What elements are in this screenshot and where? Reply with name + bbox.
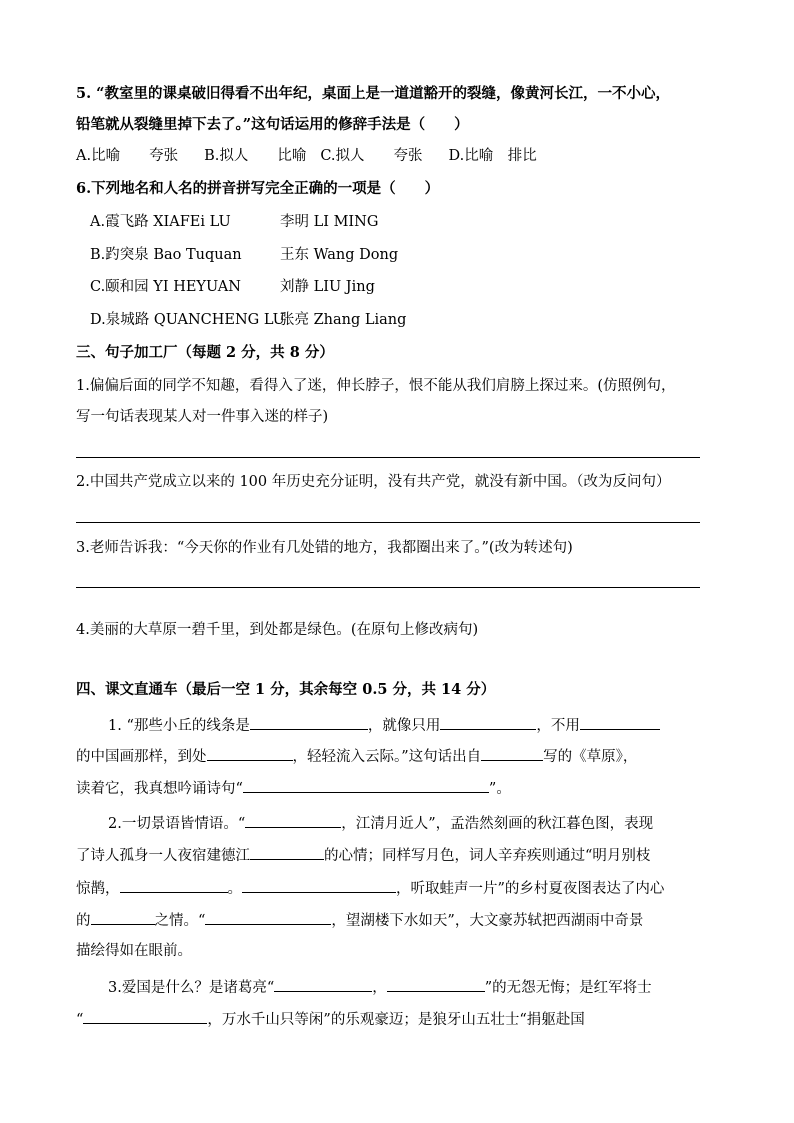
q6-option-b <box>90 245 398 265</box>
text: ，江清月近人”，孟浩然刻画的秋江暮色图，表现 <box>341 816 654 832</box>
text: ”。 <box>488 781 511 797</box>
q6-option-c <box>90 277 375 297</box>
text: ，轻轻流入云际。”这句话出自 <box>292 749 482 765</box>
q6-option-b-person: 王东 Wang Dong <box>280 247 399 263</box>
q6-option-c-place: C.颐和园 YI HEYUAN <box>90 279 241 295</box>
q6-option-d-place: D.泉城路 QUANCHENG LU <box>90 312 285 328</box>
text: ，听取蛙声一片”的乡村夏夜图表达了内心 <box>396 881 665 897</box>
fill-blank[interactable] <box>245 812 341 828</box>
fill-blank[interactable] <box>580 714 660 730</box>
fill-blank[interactable] <box>91 909 155 925</box>
q5-option-c: C.拟人 夸张 <box>320 148 423 164</box>
q6-option-d <box>90 310 406 330</box>
q6-option-a-person: 李明 LI MING <box>280 214 379 230</box>
q5-options <box>76 146 537 166</box>
section4-title: 四、课文直通车（最后一空 1 分，其余每空 0.5 分，共 14 分） <box>76 681 496 698</box>
text: 的 <box>76 913 91 929</box>
sec3-q1-answer-line[interactable] <box>76 457 700 458</box>
sec3-q4: 4.美丽的大草原一碧千里，到处都是绿色。(在原句上修改病句) <box>76 622 479 638</box>
fill-blank[interactable] <box>207 745 293 761</box>
sec4-p1-line3 <box>76 777 511 799</box>
sec3-q2: 2.中国共产党成立以来的 100 年历史充分证明，没有共产党，就没有新中国。（改为反问句） <box>76 474 671 490</box>
sec3-q1-line2: 写一句话表现某人对一件事入迷的样子) <box>76 409 329 425</box>
fill-blank[interactable] <box>387 976 485 992</box>
sec3-q3-answer-line[interactable] <box>76 587 700 588</box>
fill-blank[interactable] <box>250 714 368 730</box>
q5-stem-line1: 5. “教室里的课桌破旧得看不出年纪，桌面上是一道道豁开的裂缝，像黄河长江，一不小心， <box>76 85 671 102</box>
text: 了诗人孤身一人夜宿建德江 <box>76 848 250 864</box>
text: ，不用 <box>536 718 580 734</box>
text: 之情。“ <box>154 913 206 929</box>
q6-option-d-person: 张亮 Zhang Liang <box>280 312 407 328</box>
fill-blank[interactable] <box>120 877 228 893</box>
fill-blank[interactable] <box>243 777 489 793</box>
q5-stem-line2: 铅笔就从裂缝里掉下去了。”这句话运用的修辞手法是（ ） <box>76 116 469 133</box>
text: “ <box>76 1012 84 1028</box>
sec3-q1-line1: 1.偏偏后面的同学不知趣，看得入了迷，伸长脖子，恨不能从我们肩膀上探过来。(仿照例句， <box>76 378 676 394</box>
text: 3.爱国是什么？是诸葛亮“ <box>108 980 275 996</box>
fill-blank[interactable] <box>242 877 396 893</box>
fill-blank[interactable] <box>274 976 372 992</box>
text: 读着它，我真想吟诵诗句“ <box>76 781 243 797</box>
text: ，望湖楼下水如天”，大文豪苏轼把西湖雨中奇景 <box>331 913 644 929</box>
sec4-p2-line2 <box>76 844 650 866</box>
text: ， <box>372 980 387 996</box>
text: 的心情；同样写月色，词人辛弃疾则通过“明月别枝 <box>324 848 651 864</box>
sec4-p1-line1 <box>108 714 660 736</box>
sec4-p2-line5: 描绘得如在眼前。 <box>76 943 192 959</box>
text: 1. “那些小丘的线条是 <box>108 718 250 734</box>
q6-option-a <box>90 212 378 232</box>
text: ，就像只用 <box>367 718 441 734</box>
fill-blank[interactable] <box>205 909 331 925</box>
fill-blank[interactable] <box>83 1008 207 1024</box>
text: 写的《草原》， <box>543 749 638 765</box>
fill-blank[interactable] <box>440 714 536 730</box>
q6-option-a-place: A.霞飞路 XIAFEi LU <box>90 214 231 230</box>
q6-option-c-person: 刘静 LIU Jing <box>280 279 375 295</box>
sec4-p3-line2 <box>76 1008 585 1030</box>
text: ”的无怨无悔；是红军将士 <box>484 980 652 996</box>
sec3-q2-answer-line[interactable] <box>76 522 700 523</box>
sec3-q3: 3.老师告诉我：“今天你的作业有几处错的地方，我都圈出来了。”(改为转述句) <box>76 540 573 556</box>
q6-option-b-place: B.趵突泉 Bao Tuquan <box>90 247 242 263</box>
q5-option-d: D.比喻 排比 <box>448 148 537 164</box>
text: 2.一切景语皆情语。“ <box>108 816 246 832</box>
section3-title: 三、句子加工厂（每题 2 分，共 8 分） <box>76 344 334 361</box>
q6-stem: 6.下列地名和人名的拼音拼写完全正确的一项是（ ） <box>76 180 440 197</box>
q5-option-b: B.拟人 比喻 <box>204 148 307 164</box>
fill-blank[interactable] <box>481 745 543 761</box>
fill-blank[interactable] <box>250 844 324 860</box>
sec4-p2-line3 <box>76 877 664 899</box>
sec4-p2-line1 <box>108 812 653 834</box>
sec4-p2-line4 <box>76 909 643 931</box>
q5-option-a: A.比喻 夸张 <box>76 148 179 164</box>
text: 。 <box>227 881 242 897</box>
sec4-p1-line2 <box>76 745 637 767</box>
text: 惊鹊， <box>76 881 120 897</box>
sec4-p3-line1 <box>108 976 652 998</box>
text: 的中国画那样，到处 <box>76 749 207 765</box>
text: ，万水千山只等闲”的乐观豪迈；是狼牙山五壮士“捐躯赴国 <box>207 1012 585 1028</box>
